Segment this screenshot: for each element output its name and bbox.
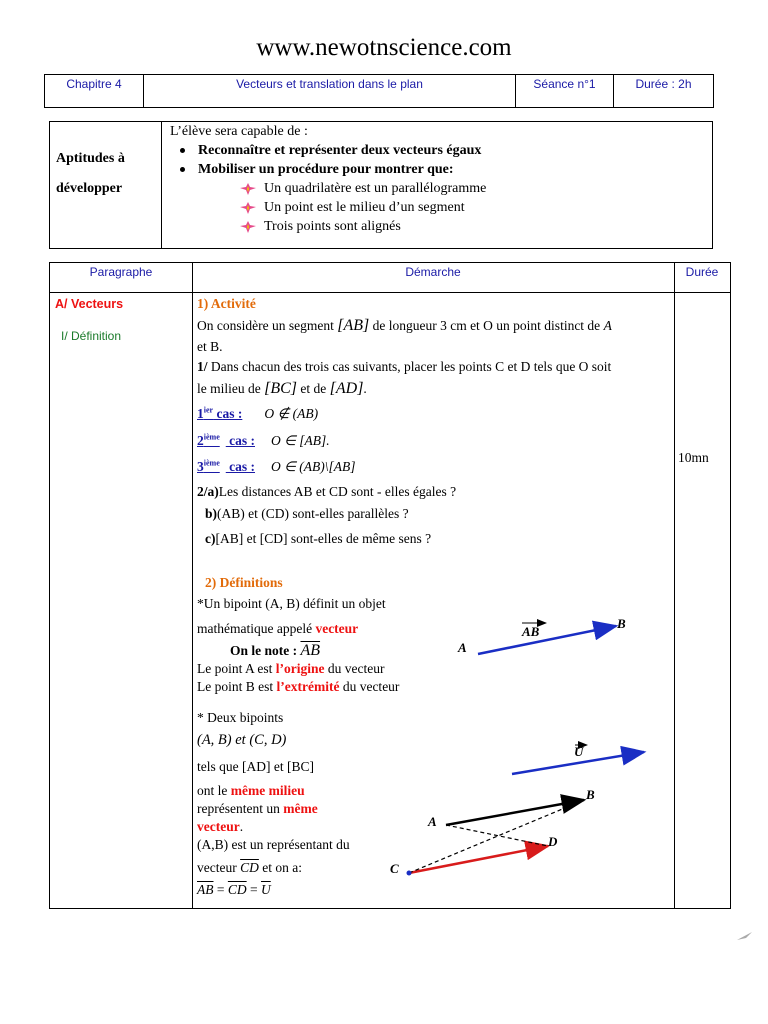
text: vecteur [197,860,241,875]
col-demarche: Démarche [405,265,461,279]
definition-line: (A, B) et (C, D) [197,732,287,748]
text: mathématique appelé [197,621,316,636]
definition-line: * Deux bipoints [197,710,284,725]
vector-ab: $\overline{AB}$ [197,882,214,897]
text: Le point B est [197,679,277,694]
keyword: l’origine [275,661,325,676]
text: Le point A est [197,661,276,676]
text: Dans chacun des trois cas suivants, placer les points C et D tels que O soit [207,359,612,374]
cas-sup: ième [203,458,220,467]
q-num: c) [205,531,216,546]
point-c-label: C [390,861,399,876]
section-i: I/ Définition [61,329,122,343]
point-b-label: B [586,787,595,802]
q-num: 1/ [197,359,208,374]
col-paragraphe: Paragraphe [89,265,153,279]
page-curl-icon [737,932,752,940]
vector-cd: $\overline{CD}$ [240,860,259,875]
segment-cb-dashed [409,800,584,873]
section-a: A/ Vecteurs [55,297,124,311]
q-num: b) [205,506,218,521]
vector-cd: $\overline{CD}$ [227,882,247,897]
cas-num: 2 [197,432,204,448]
activite-title: 1) Activité [197,296,256,311]
duree-value: 10mn [678,450,709,465]
definition-line: *Un bipoint (A, B) définit un objet [197,596,386,611]
text: le milieu de [197,381,265,396]
vector-ab-rep [446,800,584,825]
aptitudes-label-2: développer [56,181,123,196]
text: (AB) et (CD) sont-elles parallèles ? [217,506,409,521]
vector-u: $\overline{U}$ [261,882,271,897]
keyword: l’extrémité [276,679,340,694]
math-condition: O ∉ (AB) [264,405,319,421]
definitions-title: 2) Définitions [205,575,283,590]
cas-num: 3 [197,458,204,474]
site-url: www.newotnscience.com [256,34,512,61]
cas-sup: ième [203,432,220,441]
cas-word: cas : [213,405,243,421]
text: du vecteur [324,661,385,676]
col-duree: Durée [685,265,719,279]
aptitudes-label-1: Aptitudes à [56,151,125,166]
point-a-label: A [428,814,437,829]
keyword: même milieu [230,783,305,798]
text: . [363,381,367,396]
math-condition: O ∈ (AB)\[AB] [271,458,356,474]
point-d-label: D [548,834,558,849]
math-segment: [AB] [337,317,370,334]
q-num: 2/a) [197,484,219,499]
text: . [239,819,244,834]
vector-ab-arrow [478,626,616,654]
text: ont le [197,783,231,798]
text: [AB] et [CD] sont-elles de même sens ? [215,531,432,546]
math-segment: [BC] [264,380,298,397]
definition-line: tels que [AD] et [BC] [197,759,314,774]
text: du vecteur [339,679,400,694]
keyword: même [283,801,318,816]
text: = [213,882,228,897]
cas-num: 1 [197,405,204,421]
header-duree: Durée : 2h [635,77,692,91]
text: = [246,882,262,897]
text: représentent un [197,801,284,816]
aptitude-item: Reconnaître et représenter deux vecteurs égaux [170,141,486,160]
text: et on a: [258,860,302,875]
definition-line: (A,B) est un représentant du [197,837,350,852]
segment-ad-dashed [446,825,548,846]
header-chapitre: Chapitre 4 [45,75,144,107]
aptitude-subitem-text: Un point est le milieu d’un segment [264,200,465,215]
vector-u-label: U [574,744,584,759]
aptitude-subitem-text: Un quadrilatère est un parallélogramme [264,181,487,196]
cas-word: cas : [225,432,255,448]
header-title: Vecteurs et translation dans le plan [144,75,516,107]
text: et de [297,381,330,396]
math-condition: O ∈ [AB]. [271,432,330,448]
text: On considère un segment [197,318,338,333]
math-segment: [AD] [329,380,364,397]
aptitude-subitem-text: Trois points sont alignés [264,219,401,234]
text: On le note : [230,643,301,658]
point-b-label: B [617,616,626,631]
aptitude-item: Mobiliser un procédure pour montrer que: [170,160,486,179]
cas-word: cas : [225,458,255,474]
vector-cd-red [409,846,548,873]
text: de longueur 3 cm et O un point distinct de [369,318,604,333]
keyword: vecteur [315,621,359,636]
activite-line: et B. [197,339,223,354]
cas-sup: ier [203,405,214,414]
keyword: vecteur [197,819,240,834]
header-seance: Séance n°1 [516,75,614,107]
vector-ab: $\overline{AB}$ [300,642,321,659]
aptitudes-intro: L’élève sera capable de : [170,124,308,139]
math-var: A [603,318,612,333]
vector-ab-label: AB [522,624,540,639]
point-c-dot [407,871,412,876]
point-a-label: A [458,640,467,655]
text: Les distances AB et CD sont - elles égales ? [218,484,457,499]
